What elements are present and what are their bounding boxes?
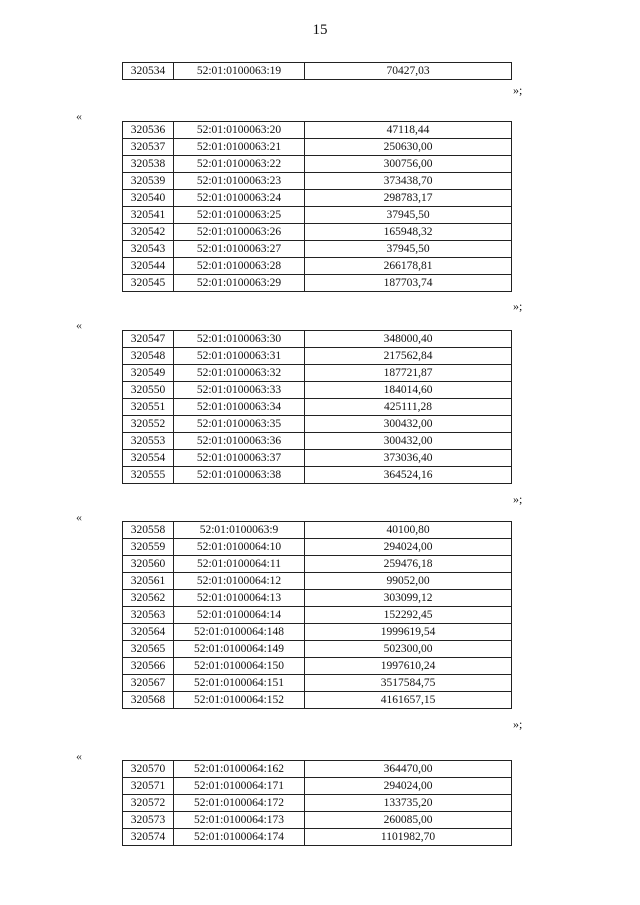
parcel-id-cell: 320554 (123, 450, 174, 467)
table-row (123, 641, 512, 658)
closing-quote: »; (513, 83, 523, 97)
table-row (123, 275, 512, 292)
cadastral-number-cell: 52:01:0100064:149 (174, 641, 305, 658)
parcel-id-cell: 320563 (123, 607, 174, 624)
table-row (123, 812, 512, 829)
cadastral-number-cell: 52:01:0100064:148 (174, 624, 305, 641)
cadastral-number-cell: 52:01:0100063:33 (174, 382, 305, 399)
cadastral-number-cell: 52:01:0100063:31 (174, 348, 305, 365)
table-row (123, 573, 512, 590)
table-row (123, 241, 512, 258)
table-row (123, 207, 512, 224)
cadastral-number-cell: 52:01:0100063:32 (174, 365, 305, 382)
parcel-id-cell: 320553 (123, 433, 174, 450)
parcel-id-cell: 320574 (123, 829, 174, 846)
cadastral-value-cell: 70427,03 (305, 63, 512, 80)
parcel-id-cell: 320570 (123, 761, 174, 778)
cadastral-value-cell: 373036,40 (305, 450, 512, 467)
parcel-id-cell: 320564 (123, 624, 174, 641)
cadastral-number-cell: 52:01:0100063:28 (174, 258, 305, 275)
parcel-id-cell: 320539 (123, 173, 174, 190)
cadastral-value-cell: 187703,74 (305, 275, 512, 292)
table-row (123, 258, 512, 275)
cadastral-number-cell: 52:01:0100064:151 (174, 675, 305, 692)
cadastral-value-cell: 4161657,15 (305, 692, 512, 709)
cadastral-number-cell: 52:01:0100064:174 (174, 829, 305, 846)
parcel-id-cell: 320551 (123, 399, 174, 416)
cadastral-value-cell: 152292,45 (305, 607, 512, 624)
parcel-id-cell: 320541 (123, 207, 174, 224)
closing-quote: »; (513, 717, 523, 731)
cadastral-value-cell: 266178,81 (305, 258, 512, 275)
parcel-id-cell: 320540 (123, 190, 174, 207)
parcel-id-cell: 320545 (123, 275, 174, 292)
cadastral-number-cell: 52:01:0100063:30 (174, 331, 305, 348)
parcel-id-cell: 320543 (123, 241, 174, 258)
cadastral-value-cell: 1997610,24 (305, 658, 512, 675)
table-row (123, 778, 512, 795)
table-row (123, 658, 512, 675)
table-row (123, 522, 512, 539)
parcel-id-cell: 320542 (123, 224, 174, 241)
cadastral-value-cell: 373438,70 (305, 173, 512, 190)
table-row (123, 450, 512, 467)
table-row (123, 795, 512, 812)
table-row (123, 139, 512, 156)
table-row (123, 829, 512, 846)
cadastral-value-cell: 99052,00 (305, 573, 512, 590)
cadastral-number-cell: 52:01:0100064:10 (174, 539, 305, 556)
table-row (123, 63, 512, 80)
cadastral-number-cell: 52:01:0100064:12 (174, 573, 305, 590)
cadastral-number-cell: 52:01:0100063:35 (174, 416, 305, 433)
cadastral-table (122, 521, 512, 709)
parcel-id-cell: 320559 (123, 539, 174, 556)
parcel-id-cell: 320565 (123, 641, 174, 658)
cadastral-value-cell: 1101982,70 (305, 829, 512, 846)
parcel-id-cell: 320562 (123, 590, 174, 607)
table-row (123, 331, 512, 348)
cadastral-value-cell: 364470,00 (305, 761, 512, 778)
table-row (123, 761, 512, 778)
cadastral-number-cell: 52:01:0100064:162 (174, 761, 305, 778)
cadastral-value-cell: 133735,20 (305, 795, 512, 812)
cadastral-number-cell: 52:01:0100063:22 (174, 156, 305, 173)
page-number: 15 (312, 22, 328, 38)
cadastral-number-cell: 52:01:0100063:36 (174, 433, 305, 450)
cadastral-value-cell: 165948,32 (305, 224, 512, 241)
cadastral-number-cell: 52:01:0100063:26 (174, 224, 305, 241)
cadastral-table (122, 330, 512, 484)
cadastral-number-cell: 52:01:0100064:150 (174, 658, 305, 675)
cadastral-number-cell: 52:01:0100063:29 (174, 275, 305, 292)
cadastral-table (122, 62, 512, 80)
cadastral-number-cell: 52:01:0100064:172 (174, 795, 305, 812)
parcel-id-cell: 320534 (123, 63, 174, 80)
closing-quote: »; (513, 299, 523, 313)
opening-quote: « (76, 318, 82, 332)
cadastral-value-cell: 502300,00 (305, 641, 512, 658)
cadastral-number-cell: 52:01:0100063:38 (174, 467, 305, 484)
parcel-id-cell: 320549 (123, 365, 174, 382)
cadastral-table (122, 121, 512, 292)
parcel-id-cell: 320555 (123, 467, 174, 484)
table-row (123, 675, 512, 692)
table-row (123, 190, 512, 207)
parcel-id-cell: 320567 (123, 675, 174, 692)
table-row (123, 382, 512, 399)
table-row (123, 467, 512, 484)
opening-quote: « (76, 510, 82, 524)
parcel-id-cell: 320561 (123, 573, 174, 590)
cadastral-number-cell: 52:01:0100063:24 (174, 190, 305, 207)
table-row (123, 539, 512, 556)
cadastral-number-cell: 52:01:0100064:152 (174, 692, 305, 709)
cadastral-number-cell: 52:01:0100063:19 (174, 63, 305, 80)
table-row (123, 156, 512, 173)
parcel-id-cell: 320547 (123, 331, 174, 348)
cadastral-value-cell: 40100,80 (305, 522, 512, 539)
table-row (123, 122, 512, 139)
parcel-id-cell: 320568 (123, 692, 174, 709)
table-row (123, 399, 512, 416)
cadastral-number-cell: 52:01:0100063:20 (174, 122, 305, 139)
cadastral-number-cell: 52:01:0100064:11 (174, 556, 305, 573)
parcel-id-cell: 320544 (123, 258, 174, 275)
cadastral-value-cell: 184014,60 (305, 382, 512, 399)
parcel-id-cell: 320572 (123, 795, 174, 812)
cadastral-value-cell: 364524,16 (305, 467, 512, 484)
parcel-id-cell: 320548 (123, 348, 174, 365)
table-row (123, 173, 512, 190)
table-row (123, 607, 512, 624)
cadastral-value-cell: 303099,12 (305, 590, 512, 607)
parcel-id-cell: 320566 (123, 658, 174, 675)
cadastral-value-cell: 187721,87 (305, 365, 512, 382)
parcel-id-cell: 320573 (123, 812, 174, 829)
cadastral-value-cell: 348000,40 (305, 331, 512, 348)
table-row (123, 365, 512, 382)
opening-quote: « (76, 749, 82, 763)
cadastral-number-cell: 52:01:0100063:9 (174, 522, 305, 539)
table-row (123, 224, 512, 241)
cadastral-value-cell: 217562,84 (305, 348, 512, 365)
cadastral-number-cell: 52:01:0100064:13 (174, 590, 305, 607)
table-row (123, 624, 512, 641)
cadastral-value-cell: 260085,00 (305, 812, 512, 829)
parcel-id-cell: 320550 (123, 382, 174, 399)
cadastral-value-cell: 259476,18 (305, 556, 512, 573)
cadastral-number-cell: 52:01:0100063:27 (174, 241, 305, 258)
parcel-id-cell: 320536 (123, 122, 174, 139)
parcel-id-cell: 320571 (123, 778, 174, 795)
table-row (123, 590, 512, 607)
cadastral-number-cell: 52:01:0100063:37 (174, 450, 305, 467)
cadastral-value-cell: 425111,28 (305, 399, 512, 416)
parcel-id-cell: 320552 (123, 416, 174, 433)
cadastral-value-cell: 300756,00 (305, 156, 512, 173)
cadastral-value-cell: 3517584,75 (305, 675, 512, 692)
cadastral-value-cell: 1999619,54 (305, 624, 512, 641)
cadastral-number-cell: 52:01:0100063:25 (174, 207, 305, 224)
cadastral-value-cell: 37945,50 (305, 207, 512, 224)
cadastral-value-cell: 298783,17 (305, 190, 512, 207)
cadastral-number-cell: 52:01:0100063:23 (174, 173, 305, 190)
cadastral-value-cell: 300432,00 (305, 416, 512, 433)
parcel-id-cell: 320560 (123, 556, 174, 573)
opening-quote: « (76, 109, 82, 123)
cadastral-number-cell: 52:01:0100063:21 (174, 139, 305, 156)
cadastral-number-cell: 52:01:0100064:171 (174, 778, 305, 795)
cadastral-number-cell: 52:01:0100064:173 (174, 812, 305, 829)
cadastral-value-cell: 300432,00 (305, 433, 512, 450)
parcel-id-cell: 320538 (123, 156, 174, 173)
table-row (123, 433, 512, 450)
cadastral-value-cell: 37945,50 (305, 241, 512, 258)
cadastral-table (122, 760, 512, 846)
cadastral-value-cell: 294024,00 (305, 539, 512, 556)
table-row (123, 416, 512, 433)
cadastral-number-cell: 52:01:0100063:34 (174, 399, 305, 416)
closing-quote: »; (513, 492, 523, 506)
parcel-id-cell: 320537 (123, 139, 174, 156)
table-row (123, 692, 512, 709)
cadastral-number-cell: 52:01:0100064:14 (174, 607, 305, 624)
table-row (123, 556, 512, 573)
parcel-id-cell: 320558 (123, 522, 174, 539)
table-row (123, 348, 512, 365)
cadastral-value-cell: 47118,44 (305, 122, 512, 139)
cadastral-value-cell: 250630,00 (305, 139, 512, 156)
cadastral-value-cell: 294024,00 (305, 778, 512, 795)
